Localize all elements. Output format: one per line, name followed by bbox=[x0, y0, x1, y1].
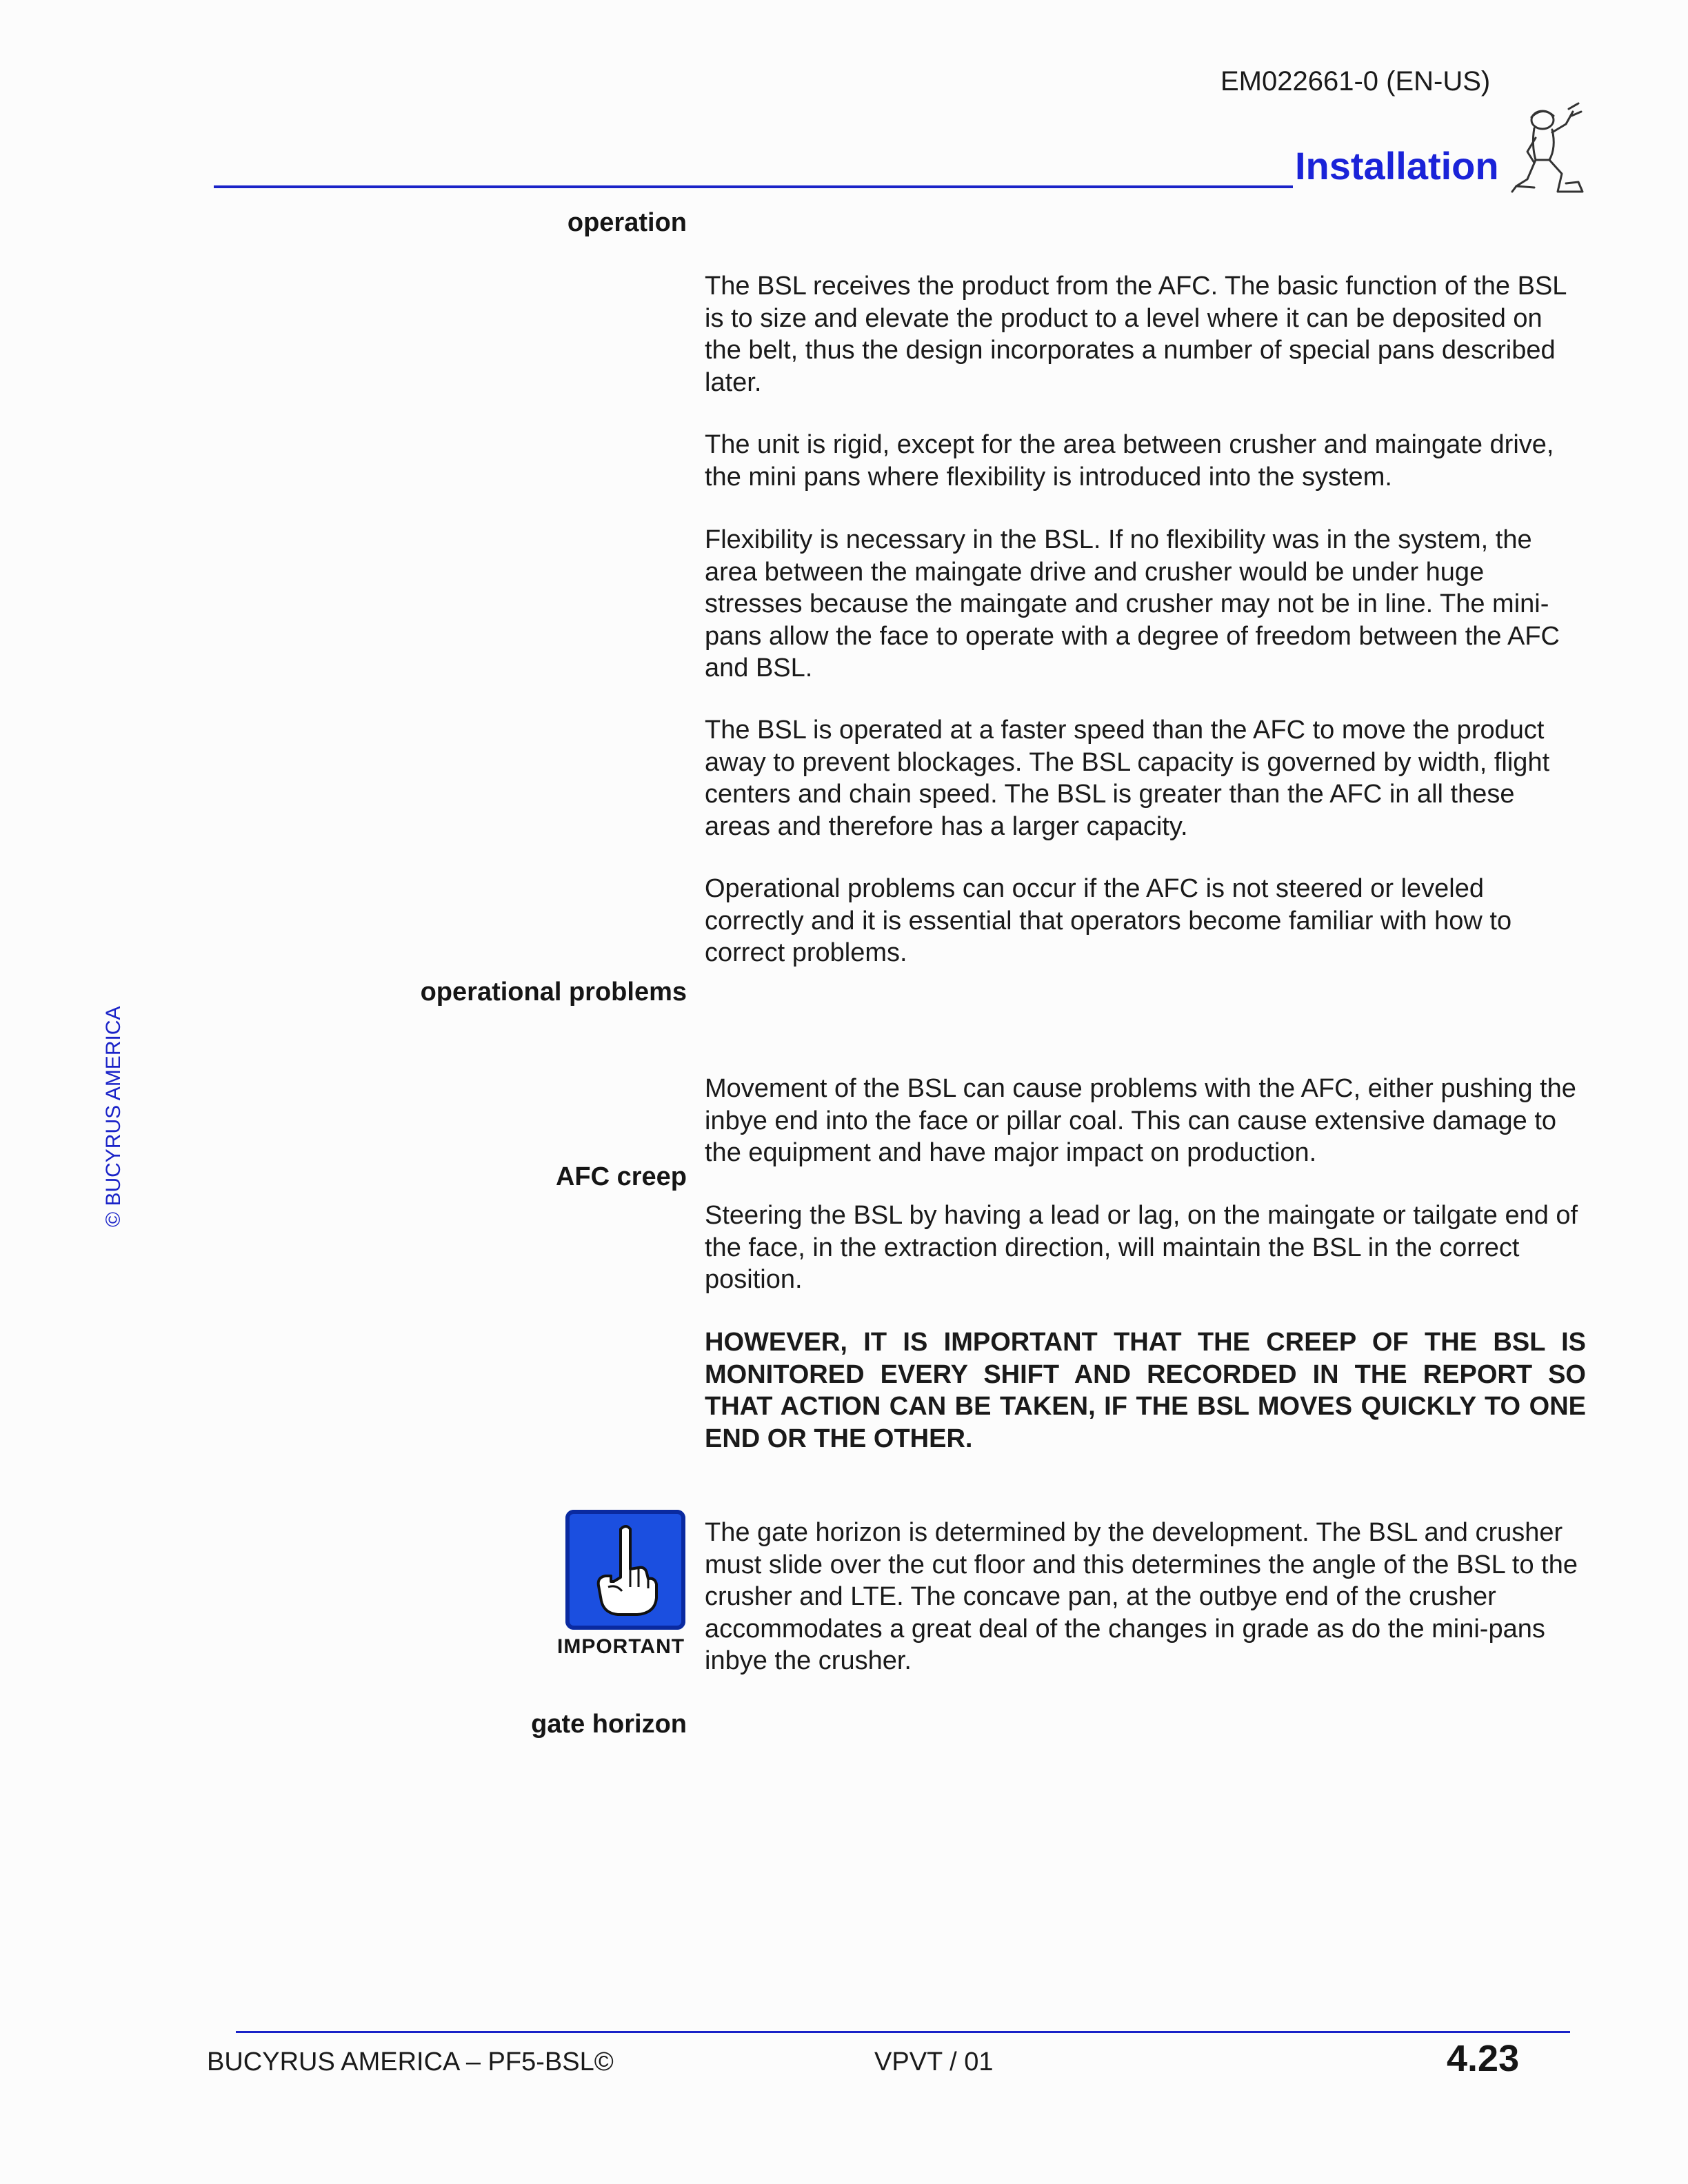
footer-company: BUCYRUS AMERICA – PF5-BSL© bbox=[207, 2048, 614, 2076]
heading-operational-problems: operational problems bbox=[420, 978, 687, 1007]
paragraph-rigid-unit: The unit is rigid, except for the area between crusher and maingate drive, the mini pans where flexibility is introduced into the system. bbox=[705, 430, 1554, 492]
heading-operation: operation bbox=[567, 208, 687, 237]
important-badge bbox=[565, 1510, 685, 1630]
footer-divider bbox=[236, 2031, 1570, 2033]
copyright-margin-text: © BUCYRUS AMERICA bbox=[102, 1006, 125, 1227]
kneeling-worker-icon bbox=[1507, 97, 1589, 200]
header-divider bbox=[214, 185, 1293, 188]
document-id: EM022661-0 (EN-US) bbox=[1220, 66, 1491, 97]
paragraph-steering: Steering the BSL by having a lead or lag, on the maingate or tailgate end of the face, in the extraction direction, will maintain the BSL in the correct position. bbox=[705, 1201, 1578, 1294]
paragraph-speed-capacity: The BSL is operated at a faster speed than the AFC to move the product away to prevent blockages. The BSL capacity is governed by width, flight centers and chain speed. The BSL is greater than the AFC in all these areas and therefore has a larger capacity. bbox=[705, 716, 1550, 841]
paragraph-operational-problems: Operational problems can occur if the AFC is not steered or leveled correctly and it is essential that operators become familiar with how to correct problems. bbox=[705, 874, 1512, 967]
paragraph-movement: Movement of the BSL can cause problems with the AFC, either pushing the inbye end into the face or pillar coal. This can cause extensive damage to the equipment and have major impact on production. bbox=[705, 1074, 1576, 1167]
heading-gate-horizon: gate horizon bbox=[531, 1710, 687, 1739]
page-number: 4.23 bbox=[1447, 2038, 1520, 2079]
pointing-finger-icon bbox=[565, 1510, 685, 1630]
footer-revision: VPVT / 01 bbox=[874, 2048, 994, 2076]
paragraph-bsl-function: The BSL receives the product from the AFC. The basic function of the BSL is to size and elevate the product to a level where it can be deposited on the belt, thus the design incorporates a number of special pans described later. bbox=[705, 272, 1567, 397]
paragraph-gate-horizon: The gate horizon is determined by the development. The BSL and crusher must slide over the cut floor and this determines the angle of the BSL to the crusher and LTE. The concave pan, at the outbye end of the crusher accommodates a great deal of the changes in grade as do the mini-pans inbye the crusher. bbox=[705, 1518, 1578, 1675]
important-label: IMPORTANT bbox=[557, 1635, 685, 1658]
warning-creep-monitoring: HOWEVER, IT IS IMPORTANT THAT THE CREEP OF THE BSL IS MONITORED EVERY SHIFT AND RECORDED IN THE REPORT SO THAT ACTION CAN BE TAKEN, IF THE BSL MOVES QUICKLY TO ONE END OR THE OTHER. bbox=[705, 1328, 1586, 1453]
heading-afc-creep: AFC creep bbox=[555, 1162, 687, 1191]
paragraph-flexibility: Flexibility is necessary in the BSL. If no flexibility was in the system, the area between the maingate drive and crusher would be under huge stresses because the maingate and crusher may not be in line. The mini-pans allow the face to operate with a degree of freedom between the AFC and BSL. bbox=[705, 525, 1560, 682]
section-title: Installation bbox=[1295, 144, 1499, 188]
